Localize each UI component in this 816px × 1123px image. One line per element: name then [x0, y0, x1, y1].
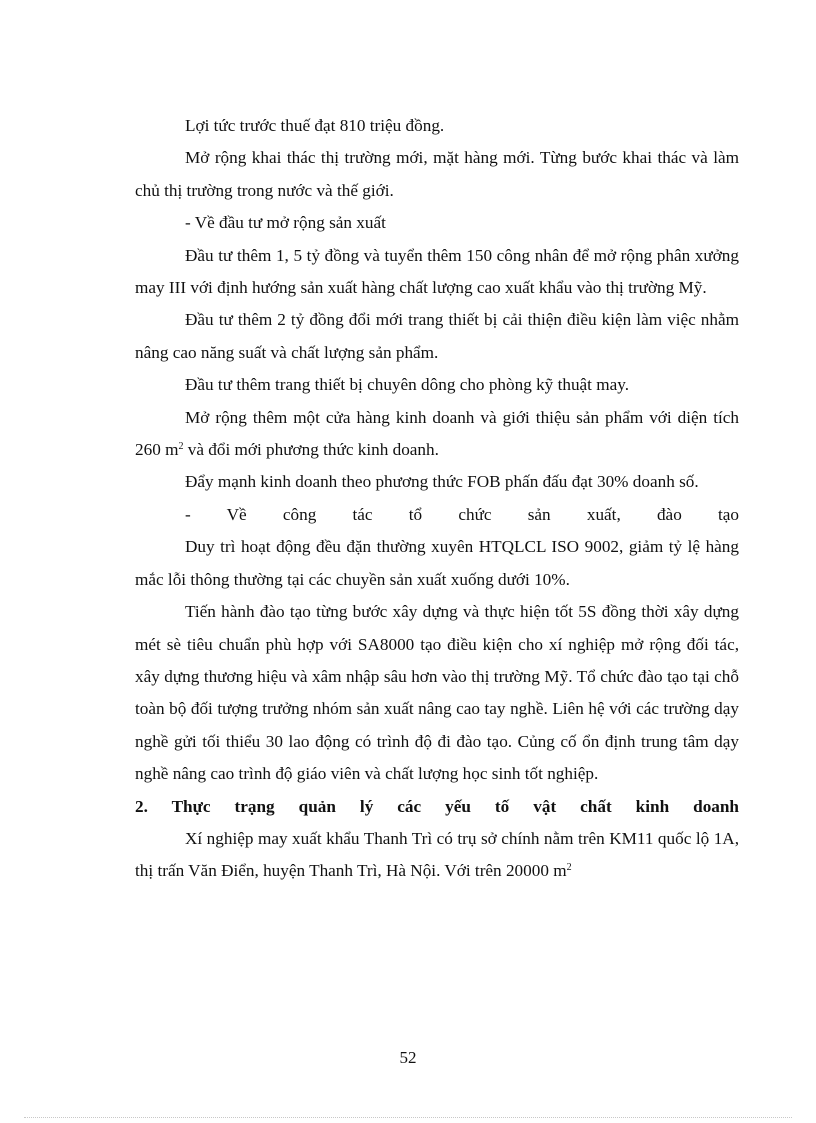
store-text-end: và đổi mới phương thức kinh doanh. — [183, 440, 439, 460]
paragraph-iso: Duy trì hoạt động đều đặn thường xuyên HTQLCL ISO 9002, giảm tỷ lệ hàng mắc lỗi thông thường tại các chuyền sản xuất xuống dưới 10%. — [135, 537, 739, 589]
store-text-start: Mở rộng thêm một cửa hàng kinh doanh và giới thiệu sản phẩm với diện tích 260 m — [135, 407, 739, 460]
store-area-superscript: 2 — [178, 441, 184, 453]
paragraph-market: Mở rộng khai thác thị trường mới, mặt hàng mới. Từng bước khai thác và làm chủ thị trường trong nước và thế giới. — [135, 148, 739, 200]
paragraph-tech-room: Đầu tư thêm trang thiết bị chuyên dông cho phòng kỹ thuật may. — [185, 375, 630, 395]
paragraph-equipment: Đầu tư thêm 2 tỷ đồng đổi mới trang thiết bị cải thiện điều kiện làm việc nhằm nâng cao năng suất và chất lượng sản phẩm. — [135, 310, 739, 362]
page-number: 52 — [399, 1048, 417, 1067]
section-heading: 2. Thực trạng quản lý các yếu tố vật chất kinh doanh — [135, 796, 739, 816]
paragraph-fob: Đẩy mạnh kinh doanh theo phương thức FOB phấn đấu đạt 30% doanh số. — [185, 472, 699, 492]
subheading-organization: - Về công tác tổ chức sản xuất, đào tạo — [185, 504, 739, 524]
page-body — [135, 110, 739, 888]
paragraph-profit: Lợi tức trước thuế đạt 810 triệu đồng. — [185, 116, 445, 135]
location-text: Xí nghiệp may xuất khẩu Thanh Trì có trụ sở chính nằm trên KM11 quốc lộ 1A, thị trấn Văn Điển, huyện Thanh Trì, Hà Nội. Với trên 20000 m — [135, 828, 739, 881]
location-area-superscript: 2 — [566, 862, 572, 874]
paragraph-store — [135, 402, 739, 467]
paragraph-training: Tiến hành đào tạo từng bước xây dựng và thực hiện tốt 5S đồng thời xây dựng mét sè tiêu chuẩn phù hợp với SA8000 tạo điều kiện cho xí nghiệp mở rộng đối tác, xây dựng thương hiệu và xâm nhập sâu hơn vào thị trường Mỹ. Tổ chức đào tạo tại chỗ toàn bộ đối tượng trưởng nhóm sản xuất nâng cao tay nghề. Liên hệ với các trường dạy nghề gửi tối thiểu 30 lao động có trình độ đi đào tạo. Củng cố ổn định trung tâm dạy nghề nâng cao trình độ giáo viên và chất lượng học sinh tốt nghiệp. — [135, 602, 739, 784]
subheading-investment: - Về đầu tư mở rộng sản xuất — [185, 213, 386, 233]
paragraph-workshop: Đầu tư thêm 1, 5 tỷ đồng và tuyển thêm 150 công nhân để mở rộng phân xưởng may III với định hướng sản xuất hàng chất lượng cao xuất khẩu vào thị trường Mỹ. — [135, 245, 739, 298]
footer-divider — [24, 1117, 792, 1118]
paragraph-location — [135, 823, 739, 888]
